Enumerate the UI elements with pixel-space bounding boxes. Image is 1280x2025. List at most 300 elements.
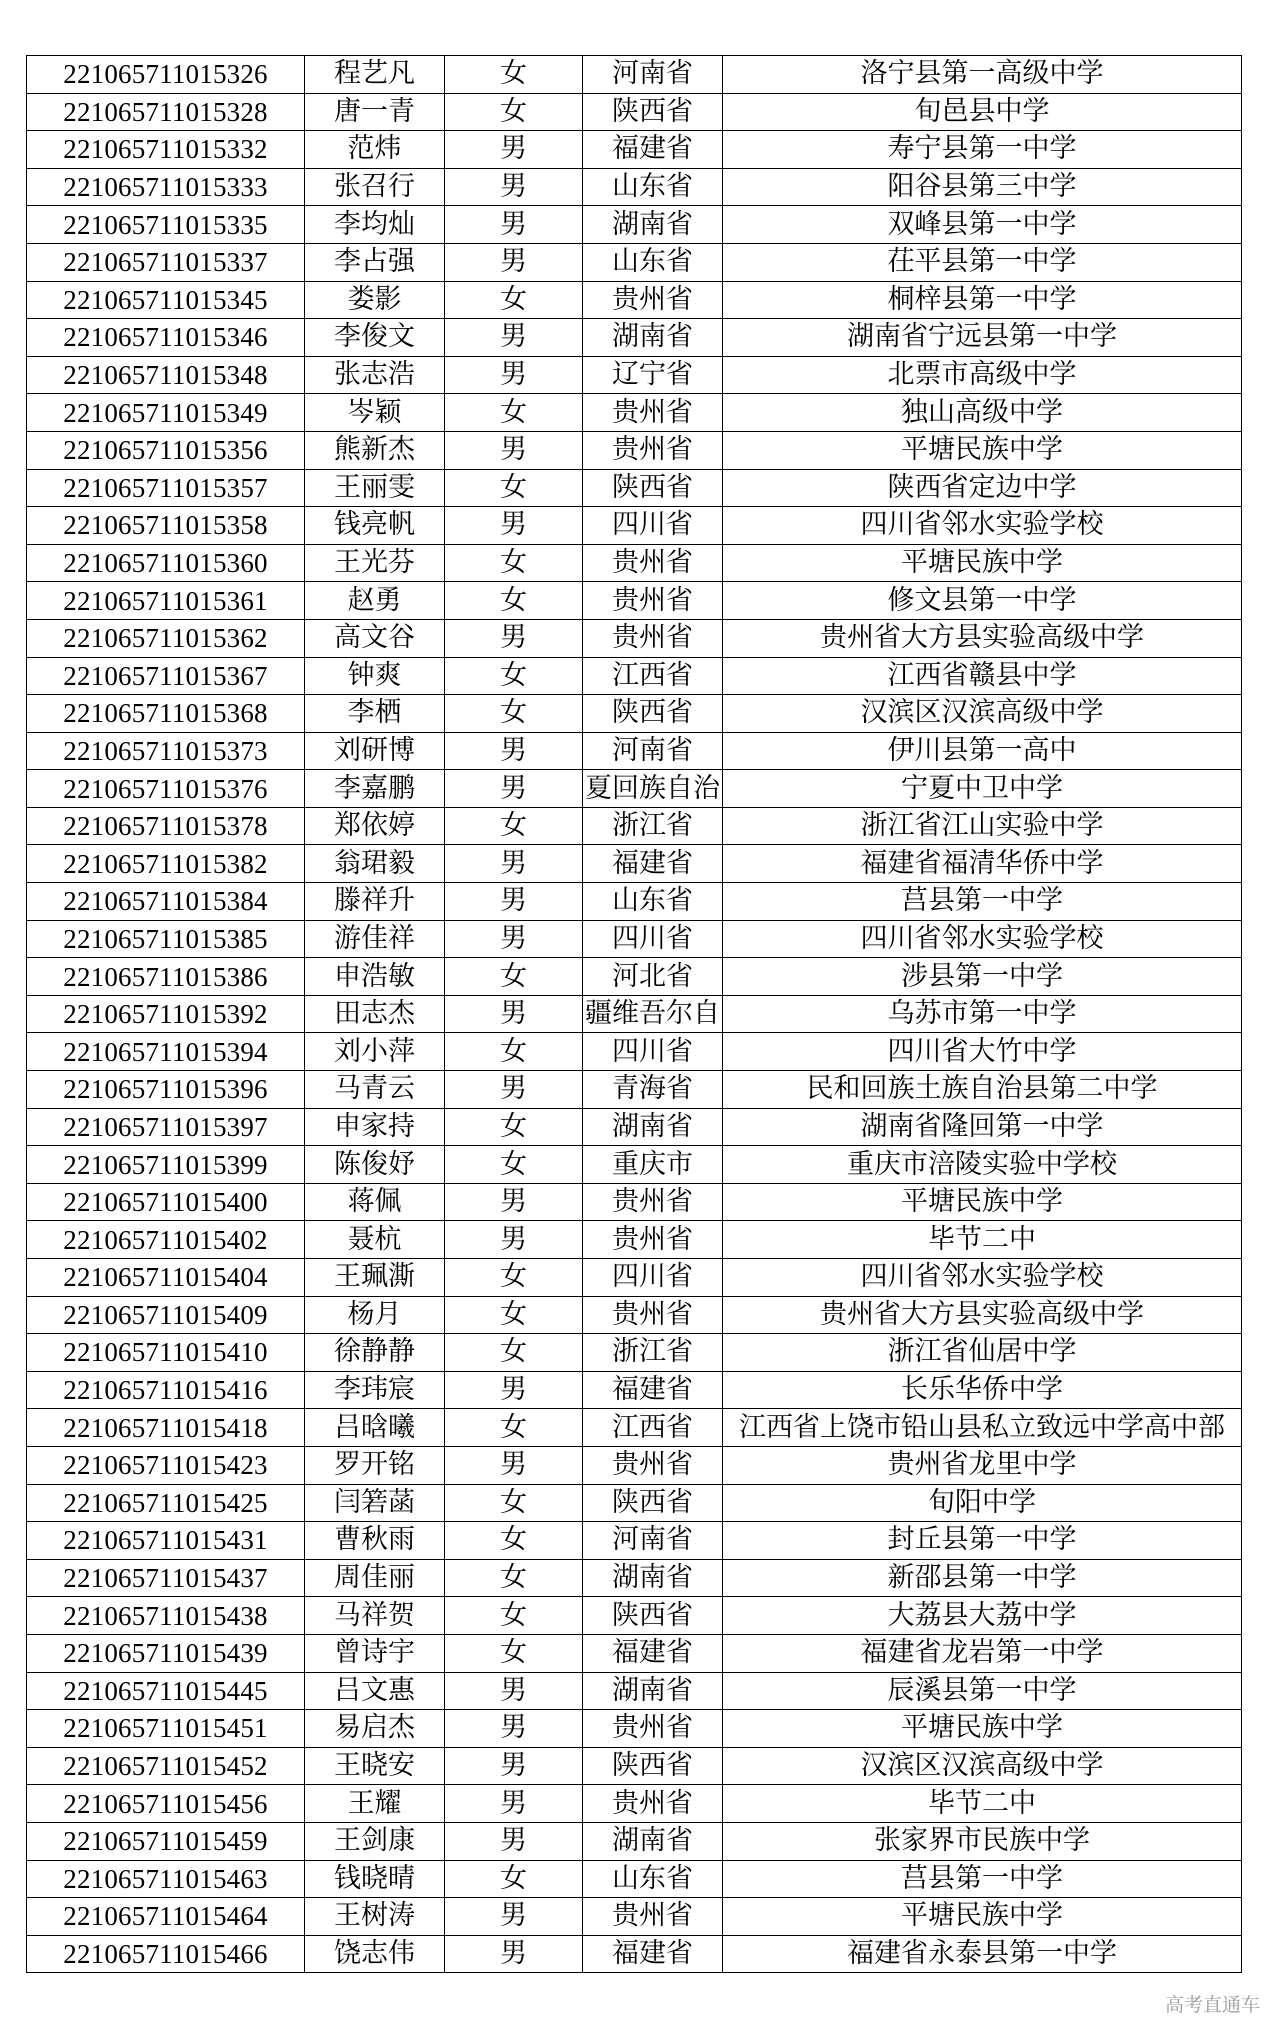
gender-cell: 女 [445,1108,583,1146]
exam-number-cell: 221065711015439 [27,1634,305,1672]
gender-cell: 女 [445,1334,583,1372]
school-cell: 平塘民族中学 [723,1183,1242,1221]
table-row [27,1484,1242,1522]
gender-cell: 女 [445,695,583,733]
province-cell: 湖南省 [583,206,723,244]
province-cell: 贵州省 [583,582,723,620]
name-cell: 饶志伟 [305,1935,445,1973]
province-cell: 贵州省 [583,394,723,432]
table-row [27,1371,1242,1409]
exam-number-cell: 221065711015463 [27,1860,305,1898]
table-row [27,431,1242,469]
school-cell: 旬邑县中学 [723,93,1242,131]
name-cell: 游佳祥 [305,920,445,958]
province-cell: 辽宁省 [583,356,723,394]
name-cell: 杨月 [305,1296,445,1334]
school-cell: 四川省邻水实验学校 [723,920,1242,958]
exam-number-cell: 221065711015392 [27,995,305,1033]
table-row [27,1935,1242,1973]
exam-number-cell: 221065711015378 [27,807,305,845]
name-cell: 徐静静 [305,1334,445,1372]
province-cell: 湖南省 [583,1559,723,1597]
school-cell: 长乐华侨中学 [723,1371,1242,1409]
table-row [27,845,1242,883]
name-cell: 聂杭 [305,1221,445,1259]
gender-cell: 男 [445,1785,583,1823]
school-cell: 民和回族土族自治县第二中学 [723,1071,1242,1109]
table-row [27,1822,1242,1860]
student-list-body [27,56,1242,1973]
table-row [27,394,1242,432]
name-cell: 熊新杰 [305,431,445,469]
school-cell: 茌平县第一中学 [723,243,1242,281]
province-cell: 湖南省 [583,319,723,357]
table-row [27,619,1242,657]
exam-number-cell: 221065711015333 [27,168,305,206]
school-cell: 江西省上饶市铅山县私立致远中学高中部 [723,1409,1242,1447]
school-cell: 独山高级中学 [723,394,1242,432]
gender-cell: 男 [445,1446,583,1484]
school-cell: 贵州省龙里中学 [723,1446,1242,1484]
name-cell: 翁珺毅 [305,845,445,883]
gender-cell: 女 [445,1522,583,1560]
school-cell: 辰溪县第一中学 [723,1672,1242,1710]
name-cell: 郑依婷 [305,807,445,845]
school-cell: 四川省大竹中学 [723,1033,1242,1071]
gender-cell: 女 [445,1259,583,1297]
gender-cell: 男 [445,619,583,657]
school-cell: 伊川县第一高中 [723,732,1242,770]
school-cell: 乌苏市第一中学 [723,995,1242,1033]
exam-number-cell: 221065711015348 [27,356,305,394]
name-cell: 田志杰 [305,995,445,1033]
exam-number-cell: 221065711015416 [27,1371,305,1409]
exam-number-cell: 221065711015382 [27,845,305,883]
table-row [27,770,1242,808]
name-cell: 唐一青 [305,93,445,131]
exam-number-cell: 221065711015373 [27,732,305,770]
name-cell: 娄影 [305,281,445,319]
table-row [27,131,1242,169]
gender-cell: 女 [445,281,583,319]
name-cell: 钟爽 [305,657,445,695]
gender-cell: 女 [445,1033,583,1071]
school-cell: 平塘民族中学 [723,544,1242,582]
name-cell: 李玮宸 [305,1371,445,1409]
name-cell: 滕祥升 [305,883,445,921]
exam-number-cell: 221065711015437 [27,1559,305,1597]
exam-number-cell: 221065711015368 [27,695,305,733]
province-cell: 陕西省 [583,1747,723,1785]
name-cell: 钱亮帆 [305,507,445,545]
gender-cell: 女 [445,958,583,996]
gender-cell: 男 [445,168,583,206]
name-cell: 吕文惠 [305,1672,445,1710]
table-row [27,958,1242,996]
school-cell: 桐梓县第一中学 [723,281,1242,319]
name-cell: 马青云 [305,1071,445,1109]
table-row [27,1522,1242,1560]
exam-number-cell: 221065711015466 [27,1935,305,1973]
table-row [27,56,1242,94]
exam-number-cell: 221065711015362 [27,619,305,657]
exam-number-cell: 221065711015358 [27,507,305,545]
school-cell: 北票市高级中学 [723,356,1242,394]
exam-number-cell: 221065711015456 [27,1785,305,1823]
province-cell: 夏回族自治 [583,770,723,808]
gender-cell: 男 [445,845,583,883]
gender-cell: 女 [445,582,583,620]
province-cell: 陕西省 [583,469,723,507]
table-row [27,507,1242,545]
school-cell: 双峰县第一中学 [723,206,1242,244]
name-cell: 李俊文 [305,319,445,357]
province-cell: 福建省 [583,1371,723,1409]
exam-number-cell: 221065711015326 [27,56,305,94]
school-cell: 莒县第一中学 [723,883,1242,921]
province-cell: 山东省 [583,168,723,206]
gender-cell: 女 [445,1296,583,1334]
school-cell: 四川省邻水实验学校 [723,1259,1242,1297]
gender-cell: 女 [445,394,583,432]
name-cell: 张志浩 [305,356,445,394]
gender-cell: 女 [445,807,583,845]
province-cell: 山东省 [583,883,723,921]
table-row [27,1334,1242,1372]
exam-number-cell: 221065711015431 [27,1522,305,1560]
table-row [27,356,1242,394]
province-cell: 贵州省 [583,544,723,582]
exam-number-cell: 221065711015423 [27,1446,305,1484]
table-row [27,281,1242,319]
table-row [27,1259,1242,1297]
exam-number-cell: 221065711015452 [27,1747,305,1785]
name-cell: 刘研博 [305,732,445,770]
exam-number-cell: 221065711015394 [27,1033,305,1071]
province-cell: 河北省 [583,958,723,996]
gender-cell: 男 [445,206,583,244]
exam-number-cell: 221065711015410 [27,1334,305,1372]
school-cell: 江西省赣县中学 [723,657,1242,695]
exam-number-cell: 221065711015409 [27,1296,305,1334]
province-cell: 福建省 [583,1935,723,1973]
table-row [27,807,1242,845]
exam-number-cell: 221065711015384 [27,883,305,921]
table-row [27,469,1242,507]
gender-cell: 男 [445,1898,583,1936]
exam-number-cell: 221065711015361 [27,582,305,620]
school-cell: 四川省邻水实验学校 [723,507,1242,545]
table-row [27,1747,1242,1785]
gender-cell: 男 [445,1822,583,1860]
exam-number-cell: 221065711015385 [27,920,305,958]
exam-number-cell: 221065711015386 [27,958,305,996]
exam-number-cell: 221065711015345 [27,281,305,319]
school-cell: 涉县第一中学 [723,958,1242,996]
school-cell: 毕节二中 [723,1785,1242,1823]
table-row [27,695,1242,733]
school-cell: 重庆市涪陵实验中学校 [723,1146,1242,1184]
name-cell: 李均灿 [305,206,445,244]
province-cell: 湖南省 [583,1672,723,1710]
school-cell: 浙江省仙居中学 [723,1334,1242,1372]
school-cell: 封丘县第一中学 [723,1522,1242,1560]
gender-cell: 男 [445,995,583,1033]
exam-number-cell: 221065711015328 [27,93,305,131]
table-row [27,582,1242,620]
table-row [27,1785,1242,1823]
table-row [27,1071,1242,1109]
school-cell: 贵州省大方县实验高级中学 [723,1296,1242,1334]
exam-number-cell: 221065711015397 [27,1108,305,1146]
exam-number-cell: 221065711015451 [27,1710,305,1748]
exam-number-cell: 221065711015418 [27,1409,305,1447]
name-cell: 李栖 [305,695,445,733]
name-cell: 陈俊妤 [305,1146,445,1184]
province-cell: 疆维吾尔自 [583,995,723,1033]
province-cell: 贵州省 [583,431,723,469]
gender-cell: 男 [445,243,583,281]
exam-number-cell: 221065711015360 [27,544,305,582]
gender-cell: 男 [445,431,583,469]
gender-cell: 男 [445,1747,583,1785]
name-cell: 程艺凡 [305,56,445,94]
name-cell: 申家持 [305,1108,445,1146]
name-cell: 刘小萍 [305,1033,445,1071]
gender-cell: 女 [445,1634,583,1672]
table-row [27,1597,1242,1635]
name-cell: 曹秋雨 [305,1522,445,1560]
gender-cell: 男 [445,1935,583,1973]
table-row [27,1221,1242,1259]
exam-number-cell: 221065711015404 [27,1259,305,1297]
gender-cell: 女 [445,657,583,695]
school-cell: 毕节二中 [723,1221,1242,1259]
province-cell: 贵州省 [583,1221,723,1259]
table-row [27,544,1242,582]
name-cell: 易启杰 [305,1710,445,1748]
province-cell: 江西省 [583,657,723,695]
table-row [27,93,1242,131]
table-row [27,206,1242,244]
gender-cell: 女 [445,469,583,507]
name-cell: 范炜 [305,131,445,169]
school-cell: 大荔县大荔中学 [723,1597,1242,1635]
exam-number-cell: 221065711015445 [27,1672,305,1710]
province-cell: 重庆市 [583,1146,723,1184]
province-cell: 福建省 [583,1634,723,1672]
school-cell: 洛宁县第一高级中学 [723,56,1242,94]
gender-cell: 男 [445,319,583,357]
school-cell: 汉滨区汉滨高级中学 [723,695,1242,733]
province-cell: 福建省 [583,845,723,883]
school-cell: 福建省龙岩第一中学 [723,1634,1242,1672]
school-cell: 阳谷县第三中学 [723,168,1242,206]
province-cell: 陕西省 [583,695,723,733]
province-cell: 山东省 [583,243,723,281]
school-cell: 新邵县第一中学 [723,1559,1242,1597]
province-cell: 陕西省 [583,1597,723,1635]
name-cell: 岑颖 [305,394,445,432]
table-row [27,1108,1242,1146]
exam-number-cell: 221065711015357 [27,469,305,507]
school-cell: 宁夏中卫中学 [723,770,1242,808]
gender-cell: 女 [445,1597,583,1635]
name-cell: 赵勇 [305,582,445,620]
student-list-table [26,55,1242,1973]
exam-number-cell: 221065711015396 [27,1071,305,1109]
exam-number-cell: 221065711015337 [27,243,305,281]
school-cell: 平塘民族中学 [723,1710,1242,1748]
exam-number-cell: 221065711015438 [27,1597,305,1635]
table-row [27,732,1242,770]
name-cell: 蒋佩 [305,1183,445,1221]
province-cell: 贵州省 [583,1296,723,1334]
gender-cell: 男 [445,131,583,169]
gender-cell: 女 [445,56,583,94]
province-cell: 江西省 [583,1409,723,1447]
exam-number-cell: 221065711015464 [27,1898,305,1936]
gender-cell: 女 [445,1860,583,1898]
school-cell: 莒县第一中学 [723,1860,1242,1898]
province-cell: 山东省 [583,1860,723,1898]
school-cell: 修文县第一中学 [723,582,1242,620]
table-row [27,657,1242,695]
table-row [27,1898,1242,1936]
exam-number-cell: 221065711015459 [27,1822,305,1860]
province-cell: 贵州省 [583,1446,723,1484]
exam-number-cell: 221065711015349 [27,394,305,432]
name-cell: 罗开铭 [305,1446,445,1484]
table-row [27,995,1242,1033]
exam-number-cell: 221065711015376 [27,770,305,808]
province-cell: 四川省 [583,507,723,545]
watermark: 高考直通车 [1164,1994,1260,2016]
school-cell: 旬阳中学 [723,1484,1242,1522]
exam-number-cell: 221065711015402 [27,1221,305,1259]
gender-cell: 男 [445,1183,583,1221]
school-cell: 张家界市民族中学 [723,1822,1242,1860]
province-cell: 福建省 [583,131,723,169]
table-row [27,243,1242,281]
table-row [27,920,1242,958]
school-cell: 福建省福清华侨中学 [723,845,1242,883]
province-cell: 贵州省 [583,1898,723,1936]
name-cell: 曾诗宇 [305,1634,445,1672]
table-row [27,1446,1242,1484]
province-cell: 浙江省 [583,1334,723,1372]
school-cell: 浙江省江山实验中学 [723,807,1242,845]
gender-cell: 男 [445,770,583,808]
table-row [27,1409,1242,1447]
province-cell: 陕西省 [583,93,723,131]
gender-cell: 男 [445,1071,583,1109]
gender-cell: 男 [445,507,583,545]
name-cell: 李嘉鹏 [305,770,445,808]
school-cell: 汉滨区汉滨高级中学 [723,1747,1242,1785]
province-cell: 贵州省 [583,1785,723,1823]
table-row [27,168,1242,206]
name-cell: 王耀 [305,1785,445,1823]
province-cell: 四川省 [583,1259,723,1297]
gender-cell: 男 [445,1371,583,1409]
school-cell: 平塘民族中学 [723,431,1242,469]
name-cell: 王丽雯 [305,469,445,507]
name-cell: 闫箬菡 [305,1484,445,1522]
name-cell: 钱晓晴 [305,1860,445,1898]
gender-cell: 男 [445,1710,583,1748]
exam-number-cell: 221065711015367 [27,657,305,695]
province-cell: 河南省 [583,1522,723,1560]
gender-cell: 男 [445,732,583,770]
table-row [27,1296,1242,1334]
table-row [27,883,1242,921]
table-row [27,1183,1242,1221]
name-cell: 高文谷 [305,619,445,657]
province-cell: 湖南省 [583,1108,723,1146]
exam-number-cell: 221065711015346 [27,319,305,357]
school-cell: 平塘民族中学 [723,1898,1242,1936]
name-cell: 张召行 [305,168,445,206]
exam-number-cell: 221065711015335 [27,206,305,244]
table-row [27,1146,1242,1184]
name-cell: 李占强 [305,243,445,281]
school-cell: 贵州省大方县实验高级中学 [723,619,1242,657]
gender-cell: 男 [445,920,583,958]
province-cell: 贵州省 [583,1710,723,1748]
table-row [27,319,1242,357]
school-cell: 湖南省宁远县第一中学 [723,319,1242,357]
gender-cell: 女 [445,1559,583,1597]
exam-number-cell: 221065711015399 [27,1146,305,1184]
province-cell: 贵州省 [583,281,723,319]
exam-number-cell: 221065711015332 [27,131,305,169]
province-cell: 河南省 [583,732,723,770]
name-cell: 马祥贺 [305,1597,445,1635]
gender-cell: 女 [445,93,583,131]
province-cell: 浙江省 [583,807,723,845]
province-cell: 四川省 [583,920,723,958]
province-cell: 贵州省 [583,1183,723,1221]
table-row [27,1033,1242,1071]
school-cell: 湖南省隆回第一中学 [723,1108,1242,1146]
table-row [27,1672,1242,1710]
exam-number-cell: 221065711015425 [27,1484,305,1522]
gender-cell: 女 [445,1484,583,1522]
table-row [27,1860,1242,1898]
gender-cell: 女 [445,1146,583,1184]
school-cell: 陕西省定边中学 [723,469,1242,507]
province-cell: 湖南省 [583,1822,723,1860]
table-row [27,1559,1242,1597]
name-cell: 王剑康 [305,1822,445,1860]
exam-number-cell: 221065711015400 [27,1183,305,1221]
school-cell: 寿宁县第一中学 [723,131,1242,169]
name-cell: 王树涛 [305,1898,445,1936]
province-cell: 贵州省 [583,619,723,657]
name-cell: 王光芬 [305,544,445,582]
gender-cell: 男 [445,883,583,921]
exam-number-cell: 221065711015356 [27,431,305,469]
gender-cell: 女 [445,1409,583,1447]
name-cell: 周佳丽 [305,1559,445,1597]
school-cell: 福建省永泰县第一中学 [723,1935,1242,1973]
province-cell: 陕西省 [583,1484,723,1522]
gender-cell: 女 [445,544,583,582]
province-cell: 四川省 [583,1033,723,1071]
name-cell: 吕晗曦 [305,1409,445,1447]
name-cell: 王晓安 [305,1747,445,1785]
